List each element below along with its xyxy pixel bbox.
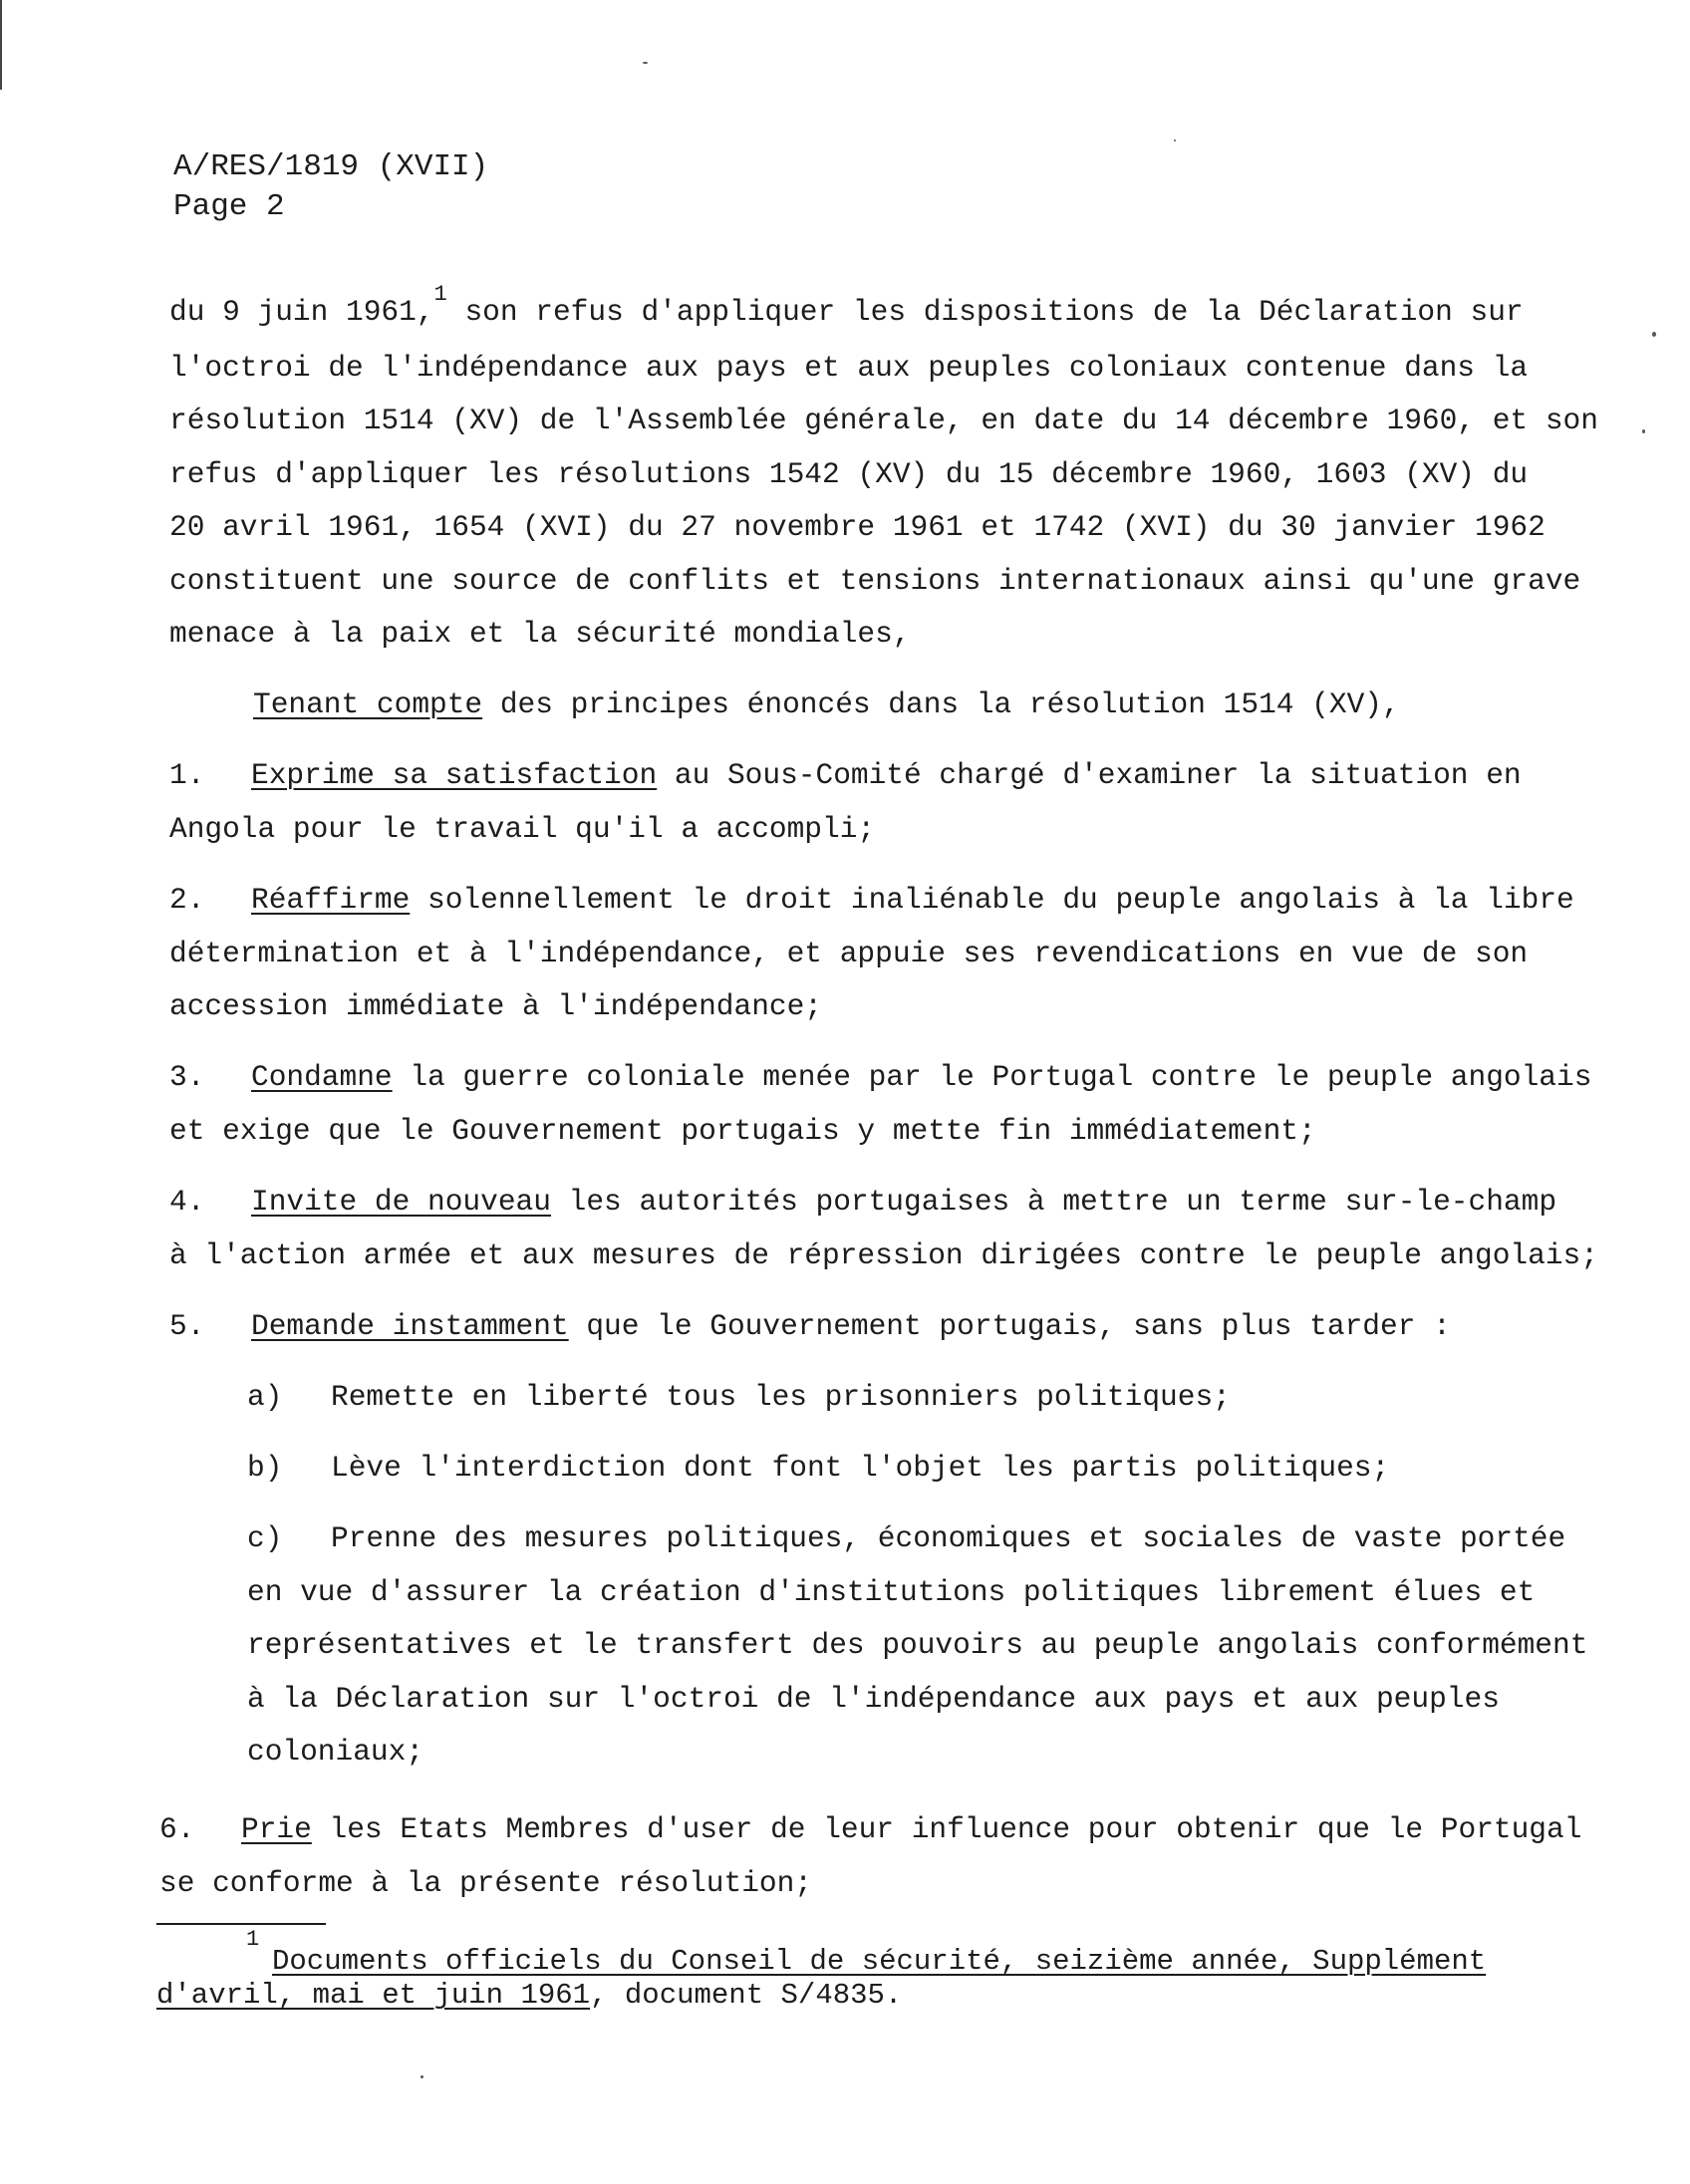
page-number: Page 2 <box>173 189 285 224</box>
text-line: refus d'appliquer les résolutions 1542 (XV) du 15 décembre 1960, 1603 (XV) du <box>169 456 1529 491</box>
text-line: et exige que le Gouvernement portugais y mette fin immédiatement; <box>169 1113 1316 1148</box>
subitem-letter: c) <box>247 1521 283 1555</box>
scan-speck <box>421 2075 423 2078</box>
scan-edge-mark <box>0 0 2 90</box>
text-line: représentatives et le transfert des pouvoirs au peuple angolais conformément <box>247 1628 1588 1662</box>
operative-paragraph-6: 6. Prie les Etats Membres d'user de leur influence pour obtenir que le Portugal se conforme à la présente résolution; <box>159 1803 1525 1910</box>
scan-speck <box>1642 429 1645 433</box>
paragraph-number: 5. <box>169 1309 205 1343</box>
preamble-paragraph <box>169 282 1598 662</box>
subitem-a: a) Remette en liberté tous les prisonniers politiques; <box>247 1371 1533 1425</box>
operative-keyword: Prie <box>241 1812 312 1846</box>
text-line: à la Déclaration sur l'octroi de l'indépendance aux pays et aux peuples <box>247 1681 1500 1716</box>
text-line: en vue d'assurer la création d'institutions politiques librement élues et <box>247 1574 1536 1609</box>
operative-paragraph-5: 5. Demande instamment que le Gouvernement portugais, sans plus tarder : <box>169 1300 1535 1354</box>
text-line: accession immédiate à l'indépendance; <box>169 989 823 1023</box>
subitem-letter: b) <box>247 1451 283 1485</box>
operative-paragraph-2: 2. Réaffirme solennellement le droit inaliénable du peuple angolais à la libre détermination et à l'indépendance, et appuie ses revendications en vue de son accession immédiate à l'indépendance; <box>169 874 1535 1034</box>
paragraph-number: 1. <box>169 758 205 792</box>
paragraph-number: 2. <box>169 883 205 917</box>
document-symbol: A/RES/1819 (XVII) <box>173 149 489 184</box>
text-line: coloniaux; <box>247 1735 424 1769</box>
text-line: constituent une source de conflits et tensions internationaux ainsi qu'une grave <box>169 563 1581 598</box>
footnote-line: d'avril, mai et juin 1961, document S/4835. <box>156 1979 903 2012</box>
operative-paragraph-4: 4. Invite de nouveau les autorités portugaises à mettre un terme sur-le-champ à l'action armée et aux mesures de répression dirigées contre le peuple angolais; <box>169 1176 1535 1282</box>
subitem-b: b) Lève l'interdiction dont font l'objet les partis politiques; <box>247 1442 1533 1496</box>
text-line: à l'action armée et aux mesures de répression dirigées contre le peuple angolais; <box>169 1237 1598 1272</box>
subitem-letter: a) <box>247 1380 283 1414</box>
text-line: 20 avril 1961, 1654 (XVI) du 27 novembre 1961 et 1742 (XVI) du 30 janvier 1962 <box>169 510 1546 544</box>
footnote-mark: 1 <box>246 1927 260 1952</box>
operative-keyword: Réaffirme <box>251 883 411 917</box>
paragraph-number: 6. <box>159 1812 195 1846</box>
text-line: menace à la paix et la sécurité mondiales, <box>169 617 911 651</box>
paragraph-number: 4. <box>169 1185 205 1219</box>
paragraph-number: 3. <box>169 1060 205 1094</box>
text-line: Tenant compte des principes énoncés dans la résolution 1514 (XV), <box>253 687 1400 721</box>
operative-keyword: Invite de nouveau <box>251 1185 551 1219</box>
scan-speck <box>1652 332 1656 337</box>
text-line: détermination et à l'indépendance, et appuie ses revendications en vue de son <box>169 936 1529 970</box>
scan-speck <box>643 62 648 64</box>
operative-keyword: Demande instamment <box>251 1309 569 1343</box>
preamble-last-paragraph <box>169 679 1535 732</box>
operative-keyword: Condamne <box>251 1060 393 1094</box>
text-line: résolution 1514 (XV) de l'Assemblée générale, en date du 14 décembre 1960, et son <box>169 404 1598 437</box>
operative-keyword: Exprime sa satisfaction <box>251 758 658 792</box>
footnote-separator <box>156 1923 326 1925</box>
subitem-c: c) Prenne des mesures politiques, économiques et sociales de vaste portée en vue d'assurer la création d'institutions politiques librement élues et représentatives et le transfert des pouvoirs au peuple angolais conformément à la Déclaration sur l'octroi de l'indépendance aux pays et aux peuples coloniaux; <box>247 1512 1533 1779</box>
footnote-line: Documents officiels du Conseil de sécurité, seizième année, Supplément <box>272 1945 1487 1978</box>
text-line: du 9 juin 1961,$^1$ son refus d'appliquer les dispositions de la Déclaration sur <box>169 282 1524 329</box>
document-header <box>173 147 488 227</box>
footnote <box>156 1927 1551 2013</box>
operative-paragraph-3: 3. Condamne la guerre coloniale menée par le Portugal contre le peuple angolais et exige que le Gouvernement portugais y mette fin immédiatement; <box>169 1051 1535 1158</box>
footnote-reference: 1 <box>433 282 447 307</box>
scan-speck <box>1174 139 1176 141</box>
text-line: l'octroi de l'indépendance aux pays et aux peuples coloniaux contenue dans la <box>169 350 1529 385</box>
operative-keyword: Tenant compte <box>253 687 483 721</box>
text-line: se conforme à la présente résolution; <box>159 1865 813 1900</box>
text-line: Angola pour le travail qu'il a accompli; <box>169 811 876 846</box>
operative-paragraph-1: 1. Exprime sa satisfaction au Sous-Comité chargé d'examiner la situation en Angola pour le travail qu'il a accompli; <box>169 749 1535 856</box>
